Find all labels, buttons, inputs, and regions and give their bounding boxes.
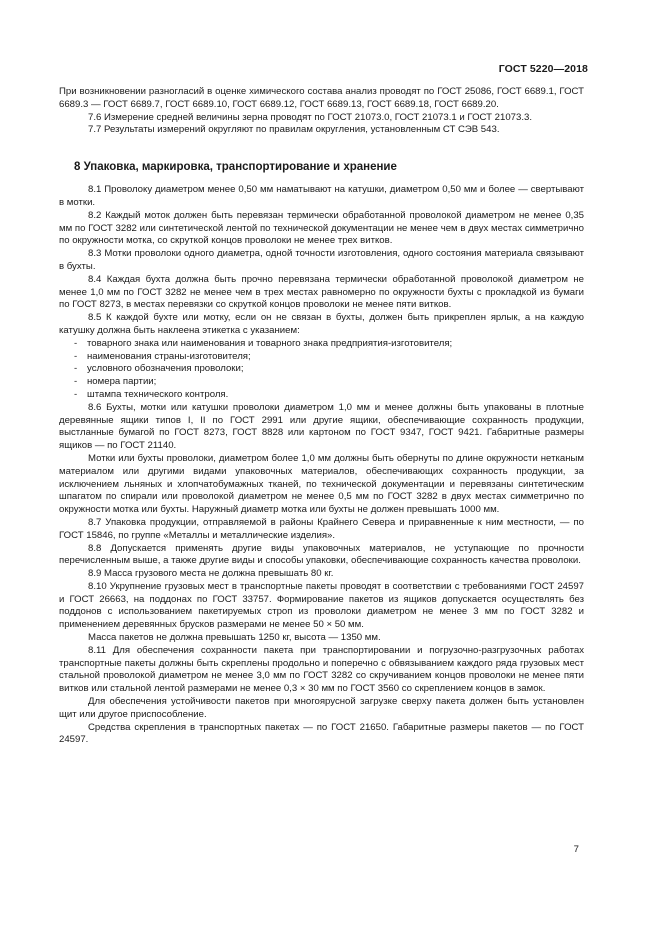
paragraph-7-6: 7.6 Измерение средней величины зерна проводят по ГОСТ 21073.0, ГОСТ 21073.1 и ГОСТ 21073.3. (88, 111, 533, 123)
paragraph-8-10-mass: Масса пакетов не должна превышать 1250 кг, высота — 1350 мм. (88, 632, 381, 644)
list-dash: - (74, 350, 78, 362)
paragraph-8-2: 8.2 Каждый моток должен быть перевязан термически обработанной проволокой диаметром не менее 0,35 мм по ГОСТ 3282 или синтетической лентой по технической документации не менее чем в двух местах симметрично по окружности мотка, со скруткой концов проволоки не менее трех витков. (59, 209, 584, 247)
document-body (59, 86, 584, 747)
paragraph-8-6: 8.6 Бухты, мотки или катушки проволоки диаметром 1,0 мм и менее должны быть упакованы в плотные деревянные ящики типов I, II по ГОСТ 2991 или другие ящики, обеспечивающие сохранность продукции, выстланные бумагой по ГОСТ 8273, ГОСТ 8828 или картоном по ГОСТ 9347, ГОСТ 9421. Габаритные размеры ящиков — по ГОСТ 21140. (59, 401, 584, 452)
list-dash: - (74, 388, 78, 400)
paragraph-8-7: 8.7 Упаковка продукции, отправляемой в районы Крайнего Севера и приравненные к ним местности, — по ГОСТ 15846, по группе «Металлы и металлические изделия». (59, 516, 584, 541)
paragraph-disagreement: При возникновении разногласий в оценке химического состава анализ проводят по ГОСТ 25086, ГОСТ 6689.1, ГОСТ 6689.3 — ГОСТ 6689.7, ГОСТ 6689.10, ГОСТ 6689.12, ГОСТ 6689.13, ГОСТ 6689.18, ГОСТ 6689.20. (59, 86, 584, 110)
list-item-text: номера партии; (87, 376, 157, 388)
list-item-text: штампа технического контроля. (87, 388, 229, 400)
paragraph-8-11-fastening: Средства скрепления в транспортных пакетах — по ГОСТ 21650. Габаритные размеры пакетов — по ГОСТ 24597. (59, 721, 584, 746)
paragraph-8-3: 8.3 Мотки проволоки одного диаметра, одной точности изготовления, одного состояния материала связывают в бухты. (59, 248, 584, 272)
list-item (59, 363, 584, 376)
paragraph-8-4: 8.4 Каждая бухта должна быть прочно перевязана термически обработанной проволокой диаметром не менее 1,0 мм по ГОСТ 3282 не менее чем в трех местах равномерно по окружности бухты с прокладкой из бумаги по ГОСТ 8273, в местах перевязки со скруткой концов проволоки не менее пяти витков. (59, 273, 584, 311)
paragraph-7-7: 7.7 Результаты измерений округляют по правилам округления, установленным СТ СЭВ 543. (88, 124, 500, 136)
list-dash: - (74, 376, 78, 388)
paragraph-8-6-coils: Мотки или бухты проволоки, диаметром более 1,0 мм должны быть обернуты по длине окружности нетканым материалом или другими видами упаковочных материалов, обеспечивающих сохранность продукции, за исключением льняных и хлопчатобумажных тканей, по технической документации и перевязаны синтетическим шпагатом по спирали или проволокой диаметром не менее 0,5 мм по ГОСТ 3282 в двух местах симметрично по окружности мотка или бухты. Наружный диаметр мотка или бухты не должен превышать 1000 мм. (59, 452, 584, 516)
list-dash: - (74, 337, 78, 349)
list-item (59, 351, 584, 364)
paragraph-8-11: 8.11 Для обеспечения сохранности пакета при транспортировании и погрузочно-разгрузочных работах транспортные пакеты должны быть скреплены продольно и поперечно с обвязыванием каждого ряда грузовых мест стальной проволокой диаметром не менее 3,0 мм по ГОСТ 3282 со скручиванием концов проволоки не менее пяти витков или стальной лентой размерами не менее 0,3 × 30 мм по ГОСТ 3560 со скреплением концов в замок. (59, 644, 584, 695)
paragraph-8-10: 8.10 Укрупнение грузовых мест в транспортные пакеты проводят в соответствии с требованиями ГОСТ 24597 и ГОСТ 26663, на поддонах по ГОСТ 33757. Формирование пакетов из ящиков допускается осуществлять без поддонов с использованием пакетируемых строп из проволоки диаметром не менее 3 мм по ГОСТ 3282 и применением деревянных брусков размерами не менее 50 × 50 мм. (59, 580, 584, 631)
list-item-text: условного обозначения проволоки; (87, 363, 244, 375)
list-dash: - (74, 363, 78, 375)
list-item-text: товарного знака или наименования и товарного знака предприятия-изготовителя; (87, 337, 453, 349)
paragraph-8-1: 8.1 Проволоку диаметром менее 0,50 мм наматывают на катушки, диаметром 0,50 мм и более — свертывают в мотки. (59, 184, 584, 208)
paragraph-8-5: 8.5 К каждой бухте или мотку, если он не связан в бухты, должен быть прикреплен ярлык, а на каждую катушку должна быть наклеена этикетка с указанием: (59, 312, 584, 336)
page-number: 7 (573, 844, 579, 855)
document-code: ГОСТ 5220—2018 (498, 63, 588, 75)
section-heading-8: 8 Упаковка, маркировка, транспортирование и хранение (74, 161, 397, 174)
list-item (59, 338, 584, 351)
paragraph-8-11-stability: Для обеспечения устойчивости пакетов при многоярусной загрузке сверху пакета должен быть установлен щит или другое приспособление. (59, 696, 584, 720)
paragraph-8-9: 8.9 Масса грузового места не должна превышать 80 кг. (88, 568, 334, 580)
paragraph-8-8: 8.8 Допускается применять другие виды упаковочных материалов, не уступающие по прочности перечисленным выше, а также другие виды и способы упаковки, обеспечивающие сохранность качества проволоки. (59, 542, 584, 567)
list-item (59, 376, 584, 389)
list-item (59, 389, 584, 402)
list-item-text: наименования страны-изготовителя; (87, 350, 251, 362)
